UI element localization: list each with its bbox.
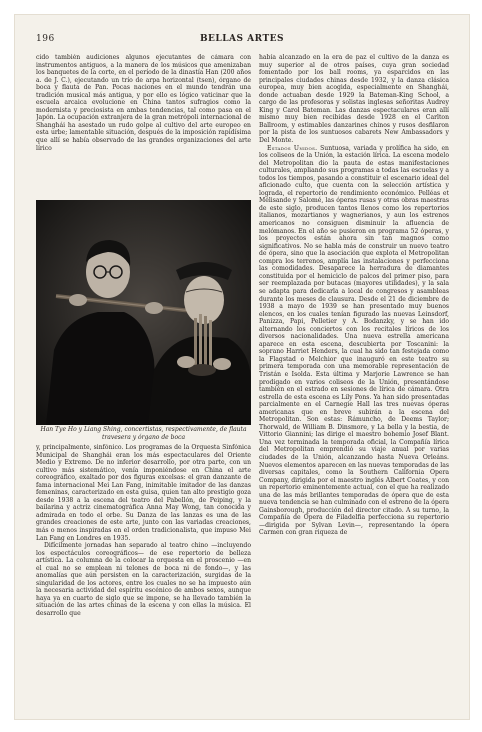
paragraph: cido también audiciones algunos ejecutantes de cámara con instrumentos antiguos, a la manera de los músicos que amenizaban los banquetes de la corte, en el período de la dinastía Han (200 años a. de J. C.), ejecutando un trío de arpa horizontal (tsen), órgano de boca y flauta de Pan. Pocas naciones en el mundo tendrán una tradición musical más antigua, y por ello es lógico vaticinar que la escuela arcaica evolucione en China tantos sufragios como la modernista y preciosista en ambas tendencias, tal como pasa en el Japón. La ocupación extranjera de la gran metrópoli internacional de Shanghái ha asestado un rudo golpe al cultivo del arte europeo en esta urbe; lamentable situación, después de la imposición rapidísima que allí se había observado de las grandes organizaciones del arte lírico bbox=[36, 54, 251, 152]
section-heading: Estados Unidos. bbox=[267, 144, 318, 152]
page-header bbox=[36, 34, 448, 50]
running-title: BELLAS ARTES bbox=[199, 34, 285, 44]
paragraph: Difícilmente jornadas han separado al teatro chino —incluyendo los espectáculos coreográficos— de ese repertorio de belleza artística. La columna de la colocar la orquesta en el proscenio —en el cual no se emplean ni telones de boca ni de fondo—, y las anomalías que aún persisten en la caracterización, surgidas de la singularidad de los actores, entre los cuales no se ha impuesto aún la necesaria actividad del espíritu escénico de ambos sexos, aunque haya ya en cuarto de siglo que se impone, se ha llevado también la situación de las artes chinas de la escena y con ellas la música. El desarrollo que bbox=[36, 542, 251, 618]
paragraph: había alcanzado en la era de paz el cultivo de la danza es muy superior al de otros países, cuya gran sociedad fomentado por los ball rooms, ya esparcidos en las principales ciudades chinas desde 1932, y la danza clásica europea, muy bien acogida, especialmente en Shanghái, donde actuaban desde 1929 la Bateman-King School, a cargo de las profesoras y solistas inglesas señoritas Audrey King y Carol Bateman. Las danzas espectaculares eran allí mismo muy bien recibidas desde 1928 en el Carlton Ballroom, y estimables danzarines chinos y rusos desfilaron por la pista de los suntuosos cabarets New Ambassadors y Del Monte. bbox=[259, 54, 449, 145]
photo-illustration bbox=[36, 200, 251, 425]
magazine-page bbox=[14, 14, 470, 720]
page-number: 196 bbox=[36, 34, 55, 44]
right-column bbox=[259, 54, 449, 694]
left-column-top bbox=[36, 54, 251, 194]
musicians-photo bbox=[36, 200, 251, 425]
photo-caption: Han Tye Ho y Liang Shing, concertistas, respectivamente, de flauta travesera y órgano de boca bbox=[40, 426, 247, 441]
paragraph: y, principalmente, sinfónico. Los programas de la Orquesta Sinfónica Municipal de Shanghái eran los más espectaculares del Oriente Medio y Extremo. De no inferior desarrollo, por otra parte, con un cultivo más sistemático, venía imponiéndose en China el arte coreográfico, exaltado por dos figuras excelsas: el gran danzante de fama internacional Mei Lan Fang, inimitable imitador de las danzas femeninas, caracterizado en esta guisa, quien tan alto prestigio goza desde 1938 a la escena del teatro del Pabellón, de Peiping, y la bailarina y actriz cinematográfica Anna May Wong, tan conocida y admirada en todo el orbe. Su Danza de las lanzas es una de las grandes creaciones de este arte, junto con las variadas creaciones, más o menos inspiradas en el orden tradicionalista, que impuso Mei Lan Fang en Londres en 1935. bbox=[36, 444, 251, 542]
paragraph-text: Suntuosa, variada y prolífica ha sido, en los coliseos de la Unión, la estación lírica. La escena modelo del Metropolitan dio la pauta de estas manifestaciones culturales, ampliando sus programas a todas las escuelas y a todos los tiempos, pasando a constituir el escenario ideal del aficionado culto, que cuenta con la selección artística y lograda, el repertorio de rendimiento económico. Pelléas et Mélisande y Salomé, las óperas rusas y otras obras maestras de este siglo, producen tantos llenos como los repertorios italianos, mozartianos y wagnerianos, y aun los estrenos americanos no consiguen disminuir la afluencia de melómanos. En el año se pusieron en programa 52 óperas, y los proyectos están ahora sin tan magnos como significativos. No se habla más de construir un nuevo teatro de ópera, sino que la asociación que explota el Metropolitan compra los terrenos, amplía las instalaciones y perfecciona las comodidades. Desaparece la herradura de diamantes constituida por el hemiciclo de palcos del primer piso, para ser reemplazada por butacas (mayores utilidades), y la sala se adapta para dedicarla a local de congresos y asambleas durante los meses de clausura. Desde el 21 de diciembre de 1938 a mayo de 1939 se han presentado muy buenos elencos, en los cuales tenían figurado las nuevas Leinsdorf, Panizza, Papi, Pelletier y A. Bodanzky, y se han ido alternando los conciertos con los recitales líricos de los diversos nacionalidades. Una nueva estrella americana aparece en esta escena, descubierta por Toscanini: la soprano Harriet Henders, la cual ha sido tan festejada como la Flagstad o Melchior que inauguró en este teatro su primera temporada con una memorable representación de Tristán e Isolda. Esta última y Marjorie Lawrence se han prodigado en varios coliseos de la Unión, presentándose también en el estrado en sesiones de lírica de cámara. Otra estrella de esta escena es Lily Pons. Ya han sido presentadas parcialmente en el Carnegie Hall las tres nuevas óperas americanas que en breve subirán a la escena del Metropolitan. Son estas: Rámuncho, de Deems Taylor; Thorwald, de William B. Dinsmore, y La bella y la bestia, de Vittorio Giannini; las dirige el maestro bohemio Josef Blant. Una vez terminada la temporada oficial, la Compañía lírica del Metropolitan emprendió su viaje anual por varias ciudades de la Unión, alcanzando hasta Nueva Orleáns. Nuevos elementos aparecen en las nuevas temporadas de las diversas capitales, como la Southern California Opera Company, dirigida por el maestro inglés Albert Coates, y con un repertorio eminentemente actual, con el que ha realizado una de las más brillantes temporadas de ópera que de esta nueva tendencia se han culminado con el estreno de la ópera Gainsborough, producción del director citado. A su turno, la Compañía de Ópera de Filadelfia perfecciona su repertorio —dirigida por Sylvan Levin—, representando la ópera Carmen con gran riqueza de bbox=[259, 144, 449, 537]
left-column-bottom bbox=[36, 444, 251, 694]
paragraph bbox=[259, 145, 449, 537]
